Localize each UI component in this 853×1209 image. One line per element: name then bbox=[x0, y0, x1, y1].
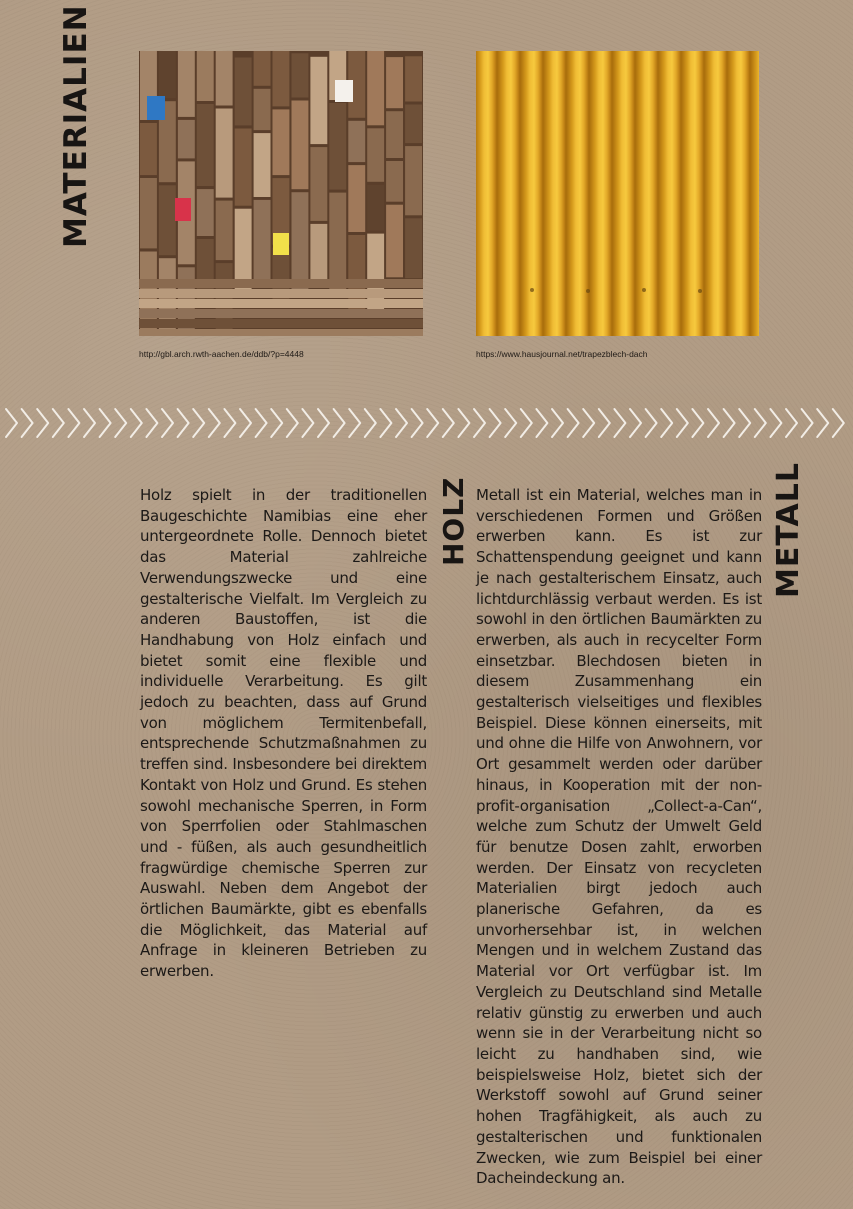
painted-wood-block bbox=[175, 198, 191, 221]
wood-plank bbox=[310, 147, 327, 221]
chevron-mark bbox=[162, 409, 173, 437]
metall-body-text: Metall ist ein Material, welches man in verschiedenen Formen und Größen erwerben kann. Es ist zur Schattenspendung geeignet und kann je nach gestalterischem Einsatz, auch lichtdurchlässig verbaut werden. Es ist sowohl in den örtlichen Baumärkten zu erwerben, als auch in recycelter Form einsetzbar. Blechdosen bieten in diesem Zusammenhang ein gestalterisch vielseitiges und flexibles Beispiel. Diese können einerseits, mit und ohne die Hilfe von Anwohnern, vor Ort gesammelt werden oder darüber hinaus, in Kooperation mit der non-profit-organisation „Collect-a-Can“, welche zum Schutz der Umwelt Geld für benutze Dosen zahlt, erworben werden. Der Einsatz von recycleten Materialien birgt jedoch auch planerische Gefahren, da es unvorhersehbar ist, in welchen Mengen und in welchem Zustand das Material vor Ort verfügbar ist. Im Vergleich zu Deutschland sind Metalle relativ günstig zu erwerben und auch wenn sie in der Verarbeitung nicht so leicht zu handhaben sind, wie beispielsweise Holz, bietet sich der Werkstoff sowohl auf Grund seiner hohen Tragfähigkeit, als auch zu gestalterischen und funktionalen Zwecken, wie zum Beispiel bei einer Dacheindeckung an. bbox=[476, 486, 762, 1188]
chevron-mark bbox=[817, 409, 828, 437]
chevron-mark bbox=[53, 409, 64, 437]
chevron-mark bbox=[770, 409, 781, 437]
wood-floor-board bbox=[139, 329, 423, 336]
chevron-mark bbox=[505, 409, 516, 437]
wood-floor-board bbox=[139, 279, 423, 288]
wood-plank bbox=[292, 101, 309, 190]
wood-plank bbox=[159, 185, 176, 255]
section-title: MATERIALIEN bbox=[58, 4, 94, 248]
wood-image-caption: http://gbl.arch.rwth-aachen.de/ddb/?p=4448 bbox=[139, 349, 304, 359]
chevron-mark bbox=[583, 409, 594, 437]
wood-plank bbox=[386, 161, 403, 202]
chevron-mark bbox=[68, 409, 79, 437]
chevron-mark bbox=[692, 409, 703, 437]
chevron-mark bbox=[37, 409, 48, 437]
chevron-mark bbox=[84, 409, 95, 437]
painted-wood-block bbox=[147, 96, 165, 120]
chevron-mark bbox=[755, 409, 766, 437]
wood-plank bbox=[405, 146, 422, 215]
chevron-mark bbox=[536, 409, 547, 437]
wood-planks-illustration bbox=[139, 51, 423, 336]
wood-plank bbox=[367, 185, 384, 231]
wood-cladding-photo bbox=[139, 51, 423, 336]
chevron-mark bbox=[646, 409, 657, 437]
wood-plank bbox=[310, 57, 327, 144]
wood-plank bbox=[216, 51, 233, 106]
chevron-mark bbox=[552, 409, 563, 437]
wood-plank bbox=[197, 189, 214, 236]
metall-title: METALL bbox=[771, 462, 806, 598]
wood-plank bbox=[254, 89, 271, 130]
wood-plank bbox=[273, 51, 290, 106]
chevron-mark bbox=[240, 409, 251, 437]
chevron-mark bbox=[443, 409, 454, 437]
wood-plank bbox=[386, 57, 403, 108]
chevron-mark bbox=[427, 409, 438, 437]
wood-plank bbox=[367, 51, 384, 125]
chevron-mark bbox=[474, 409, 485, 437]
wood-floor-board bbox=[139, 289, 423, 298]
chevron-mark bbox=[739, 409, 750, 437]
wood-plank bbox=[405, 56, 422, 101]
chevron-mark bbox=[677, 409, 688, 437]
wood-plank bbox=[235, 129, 252, 206]
chevron-mark bbox=[802, 409, 813, 437]
chevron-mark bbox=[490, 409, 501, 437]
wood-plank bbox=[386, 111, 403, 158]
wood-plank bbox=[216, 201, 233, 261]
wood-plank bbox=[197, 51, 214, 101]
chevron-mark bbox=[209, 409, 220, 437]
chevron-mark bbox=[614, 409, 625, 437]
chevron-mark bbox=[365, 409, 376, 437]
chevron-mark bbox=[708, 409, 719, 437]
metal-rivets bbox=[476, 51, 759, 336]
wood-plank bbox=[405, 218, 422, 278]
chevron-mark bbox=[412, 409, 423, 437]
painted-wood-block bbox=[273, 233, 289, 255]
chevron-mark bbox=[287, 409, 298, 437]
chevron-mark bbox=[131, 409, 142, 437]
wood-plank bbox=[273, 109, 290, 175]
chevron-mark bbox=[224, 409, 235, 437]
chevron-mark bbox=[349, 409, 360, 437]
chevron-mark bbox=[568, 409, 579, 437]
chevron-mark bbox=[146, 409, 157, 437]
chevron-mark bbox=[833, 409, 844, 437]
wood-plank bbox=[140, 178, 157, 248]
wood-plank bbox=[140, 123, 157, 175]
chevron-mark bbox=[302, 409, 313, 437]
wood-plank bbox=[254, 200, 271, 280]
wood-plank bbox=[348, 165, 365, 232]
chevron-mark bbox=[724, 409, 735, 437]
chevron-mark bbox=[599, 409, 610, 437]
wood-plank bbox=[348, 121, 365, 162]
chevron-mark bbox=[256, 409, 267, 437]
chevron-mark bbox=[380, 409, 391, 437]
chevron-mark bbox=[22, 409, 33, 437]
wood-plank bbox=[159, 51, 176, 98]
chevron-mark bbox=[786, 409, 797, 437]
wood-plank bbox=[178, 51, 195, 117]
wood-floor-board bbox=[139, 299, 423, 308]
chevron-mark bbox=[521, 409, 532, 437]
chevron-divider bbox=[0, 404, 853, 442]
corrugated-metal-photo bbox=[476, 51, 759, 336]
painted-wood-block bbox=[335, 80, 353, 102]
chevron-mark bbox=[193, 409, 204, 437]
wood-floor-board bbox=[139, 319, 423, 328]
chevron-mark bbox=[630, 409, 641, 437]
wood-plank bbox=[178, 120, 195, 158]
holz-body-text: Holz spielt in der traditionellen Baugeschichte Namibias eine eher untergeordnete Rolle. Dennoch bietet das Material zahlreiche Verwendungszwecke und eine gestalterische Vielfalt. Im Vergleich zu anderen Baustoffen, ist die Handhabung von Holz einfach und bietet somit eine flexible und individuelle Verarbeitung. Es gilt jedoch zu beachten, dass auf Grund von möglichem Termitenbefall, entsprechende Schutzmaßnahmen zu treffen sind. Insbesondere bei direktem Kontakt von Holz und Grund. Es stehen sowohl mechanische Sperren, in Form von Sperrfolien oder Stahlmaschen und - füßen, als auch gesundheitlich fragwürdige chemische Sperren zur Auswahl. Neben dem Angebot der örtlichen Baumärkte, gibt es ebenfalls die Möglichkeit, das Material auf Anfrage in kleineren Betrieben zu erwerben. bbox=[140, 486, 427, 981]
wood-plank bbox=[197, 104, 214, 186]
wood-plank bbox=[405, 105, 422, 144]
wood-plank bbox=[310, 224, 327, 282]
metal-image-caption: https://www.hausjournal.net/trapezblech-dach bbox=[476, 349, 648, 359]
chevron-mark bbox=[115, 409, 126, 437]
wood-floor-board bbox=[139, 309, 423, 318]
wood-plank bbox=[254, 51, 271, 86]
wood-plank bbox=[367, 128, 384, 182]
chevron-mark bbox=[661, 409, 672, 437]
wood-plank bbox=[292, 53, 309, 97]
wood-plank bbox=[386, 205, 403, 278]
wood-plank bbox=[216, 109, 233, 198]
chevron-mark bbox=[334, 409, 345, 437]
holz-title: HOLZ bbox=[437, 476, 470, 566]
wood-plank bbox=[235, 58, 252, 126]
wood-plank bbox=[254, 133, 271, 197]
chevron-mark bbox=[271, 409, 282, 437]
chevron-mark bbox=[178, 409, 189, 437]
chevron-mark bbox=[318, 409, 329, 437]
chevron-mark bbox=[6, 409, 17, 437]
chevron-mark bbox=[100, 409, 111, 437]
wood-plank bbox=[329, 103, 346, 190]
chevron-mark bbox=[396, 409, 407, 437]
chevron-mark bbox=[458, 409, 469, 437]
